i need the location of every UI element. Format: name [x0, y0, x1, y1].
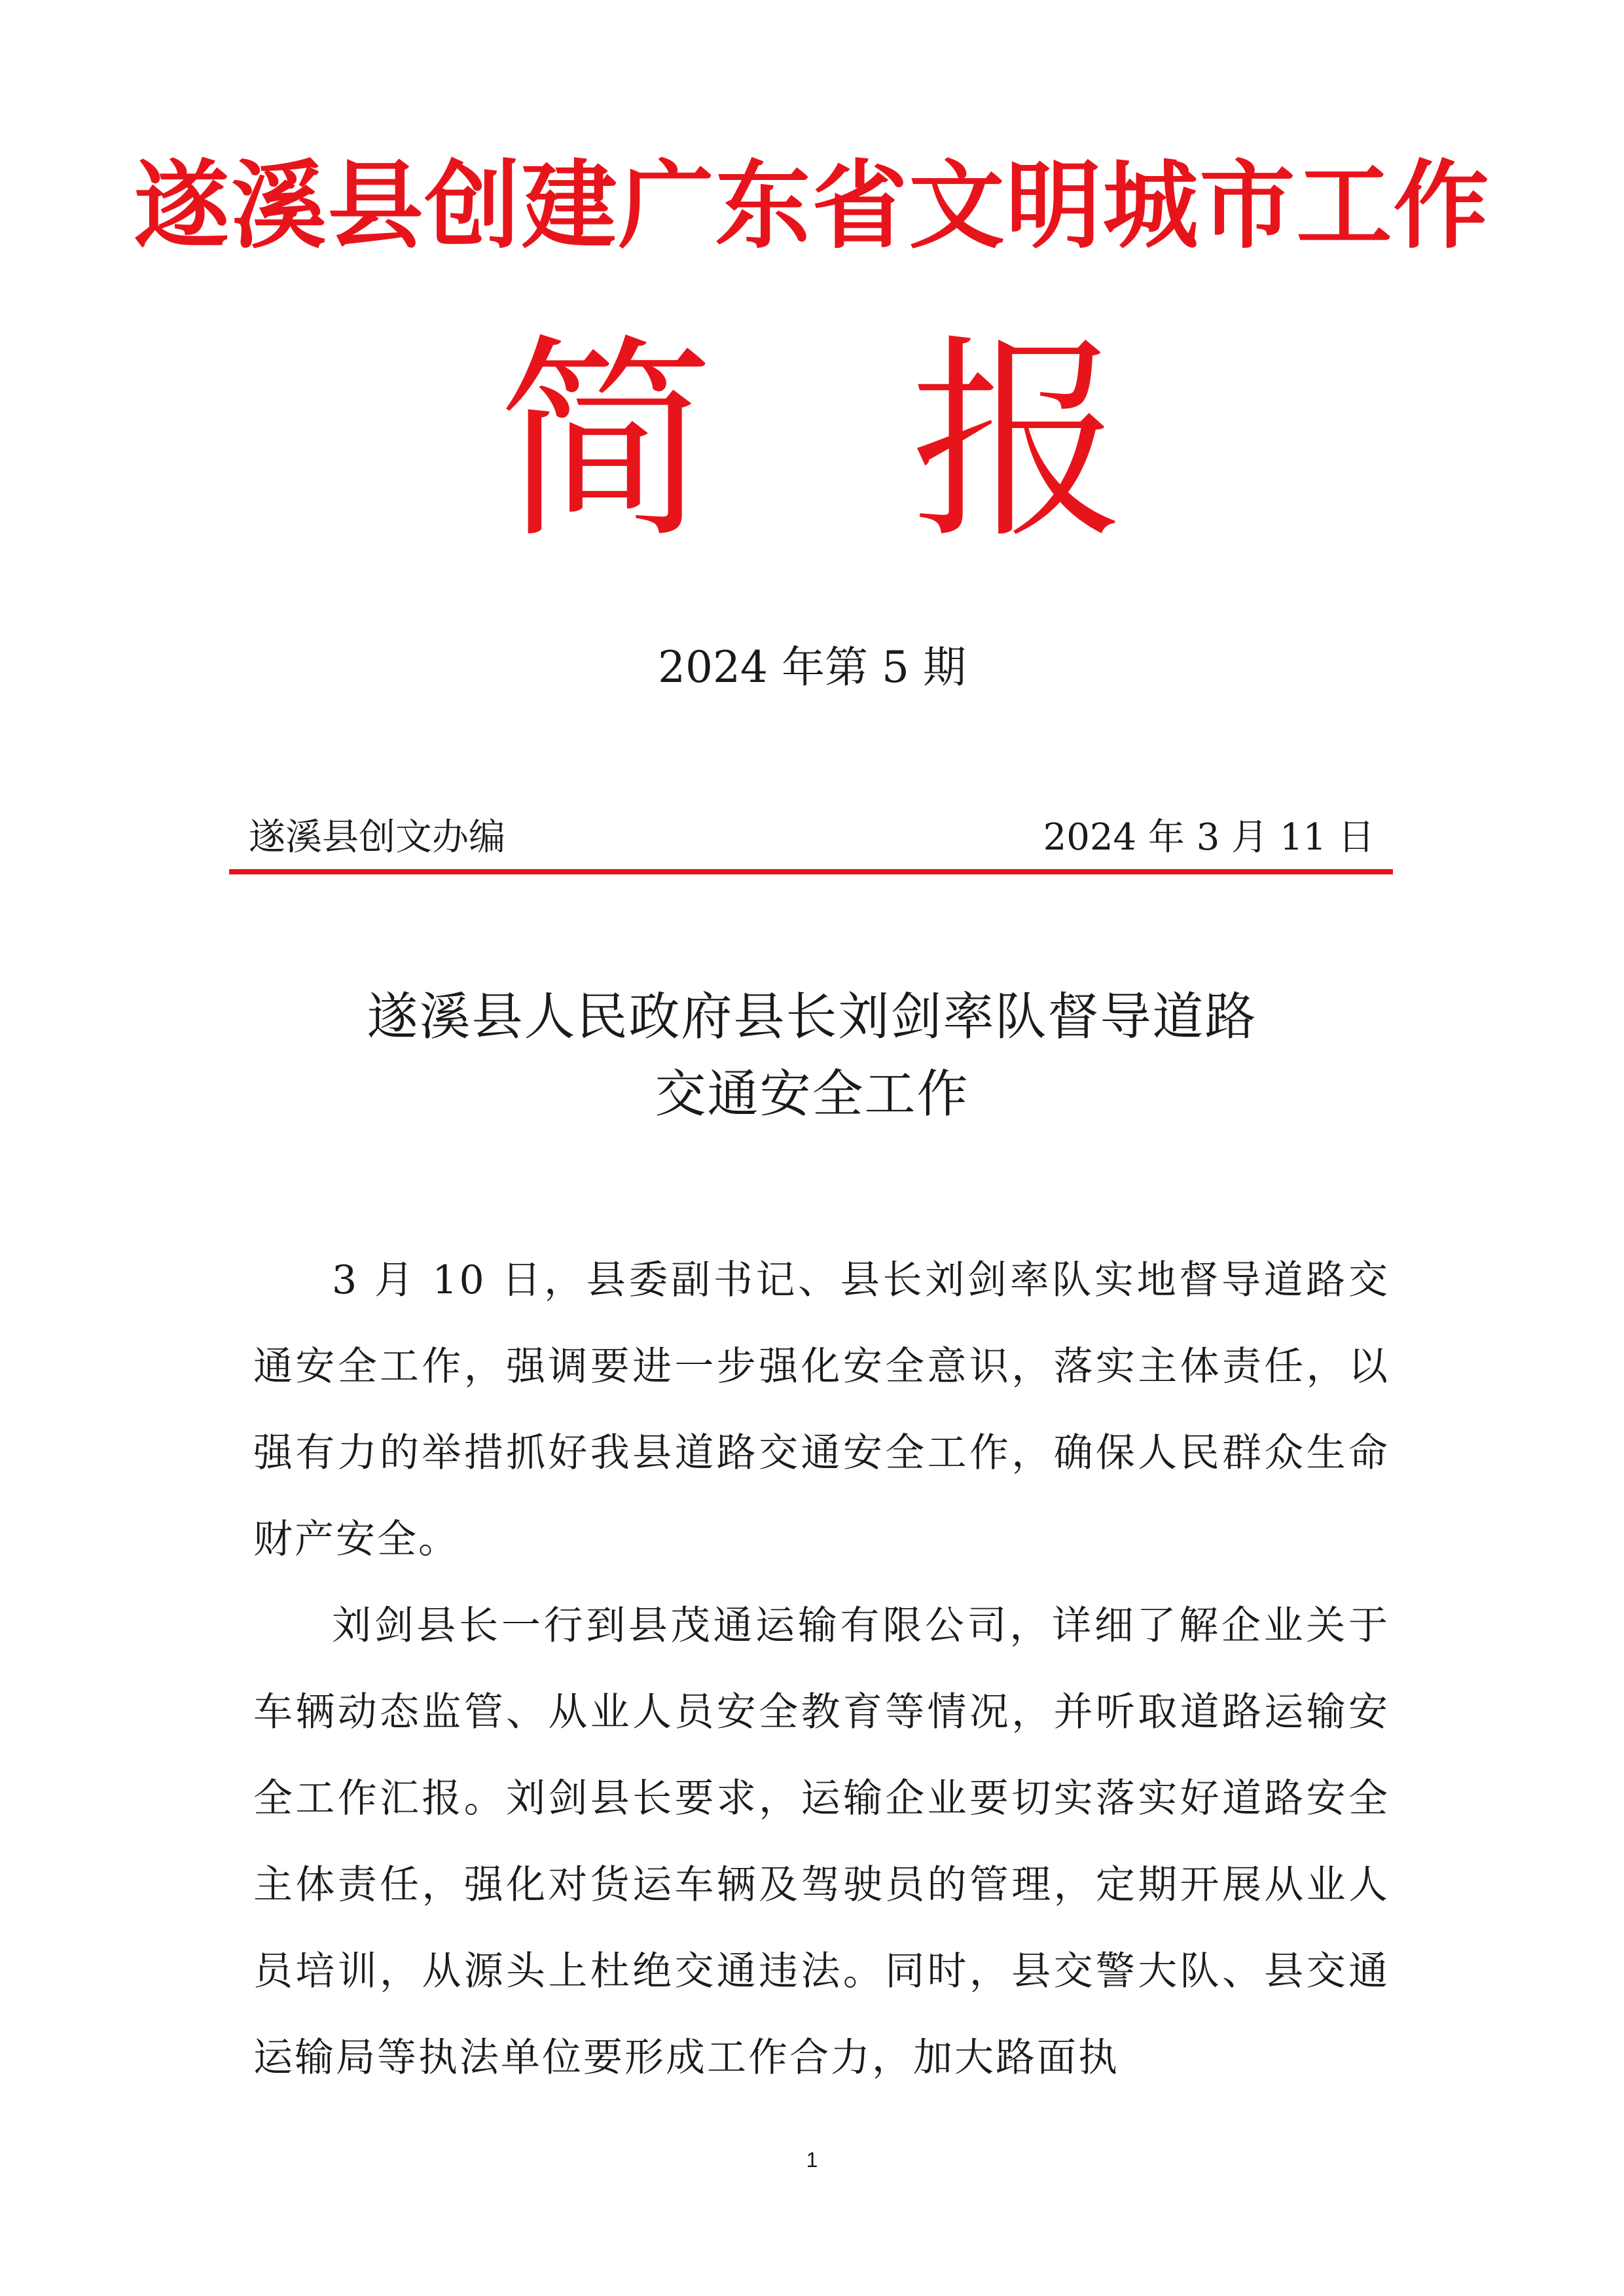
paragraph-2: 刘剑县长一行到县茂通运输有限公司，详细了解企业关于车辆动态监管、从业人员安全教育等情况，并听取道路运输安全工作汇报。刘剑县长要求，运输企业要切实落实好道路安全主体责任，强化对货运车辆及驾驶员的管理，定期开展从业人员培训，从源头上杜绝交通违法。同时，县交警大队、县交通运输局等执法单位要形成工作合力，加大路面执 — [253, 1603, 1390, 2081]
headline-line-2: 交通安全工作 — [655, 1065, 969, 1124]
issue-number: 2024 年第 5 期 — [658, 642, 966, 692]
editor-row — [249, 812, 1375, 864]
article-headline — [0, 978, 1624, 1133]
paragraph-1: 3 月 10 日，县委副书记、县长刘剑率队实地督导道路交通安全工作，强调要进一步强化安全意识，落实主体责任，以强有力的举措抓好我县道路交通安全工作，确保人民群众生命财产安全。 — [253, 1257, 1390, 1562]
headline-line-1: 遂溪县人民政府县长刘剑率队督导道路 — [367, 988, 1257, 1047]
publish-date: 2024 年 3 月 11 日 — [1043, 816, 1375, 859]
masthead-title: 简报 — [497, 316, 1323, 567]
article-body — [253, 1237, 1390, 2101]
red-divider-line — [229, 869, 1393, 874]
page-number: 1 — [806, 2148, 818, 2172]
editor-label: 遂溪县创文办编 — [249, 816, 505, 859]
masthead-organization: 遂溪县创建广东省文明城市工作 — [134, 151, 1490, 262]
